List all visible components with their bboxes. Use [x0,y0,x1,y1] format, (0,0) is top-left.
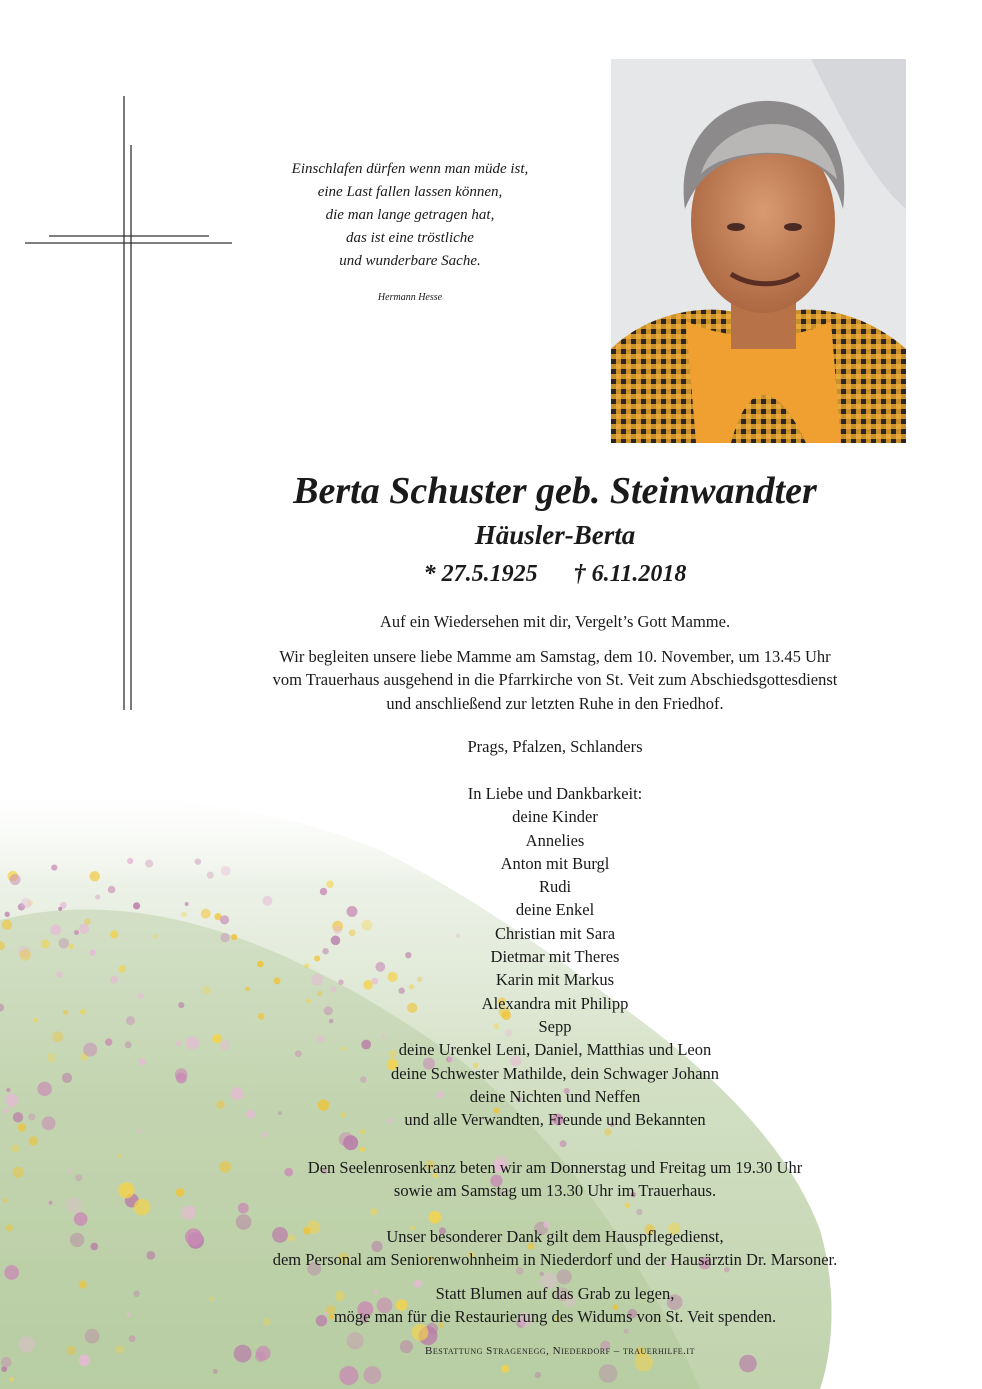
meadow-flower [37,1082,52,1097]
quote-line: das ist eine tröstliche [346,230,474,246]
meadow-flower [429,1211,442,1224]
mourner-entry: deine Schwester Mathilde, dein Schwager Johann [390,1063,720,1083]
mourner-entry: deine Nichten und Neffen [469,1086,641,1106]
places-line: Prags, Pfalzen, Schlanders [467,737,643,756]
donation-line: Statt Blumen auf das Grab zu legen, [435,1284,675,1303]
funeral-line: vom Trauerhaus ausgehend in die Pfarrkirche von St. Veit zum Abschiedsgottesdienst [272,670,838,690]
meadow-flower [360,1147,365,1152]
meadow-flower [110,976,118,984]
quote-line: eine Last fallen lassen können, [317,184,503,200]
meadow-flower [42,1116,56,1130]
meadow-flower [18,1123,26,1131]
meadow-flower [29,1136,38,1145]
rosary-line: Den Seelenrosenkranz beten wir am Donnerstag und Freitag um 19.30 Uhr [307,1158,803,1177]
meadow-flower [13,1167,24,1178]
meadow-flower [13,1112,23,1122]
meadow-flower [238,1203,249,1214]
meadow-flower [4,1265,19,1280]
meadow-flower [117,1154,122,1159]
meadow-flower [75,1174,82,1181]
meadow-flower [339,1366,358,1385]
meadow-flower [127,1313,131,1317]
meadow-flower [63,1010,68,1015]
mourners-list [140,782,970,1131]
meadow-flower [6,1088,10,1092]
funeral-home-footer: Bestattung Stragenegg, Niederdorf – trauerhilfe.it [425,1345,695,1357]
meadow-flower [125,1041,132,1048]
meadow-flower [79,1281,87,1289]
portrait-photo [611,59,906,443]
mourner-entry: Anton mit Burgl [500,853,610,873]
meadow-flower [9,1377,13,1381]
meadow-flower [80,1009,85,1014]
meadow-flower [12,1145,20,1153]
meadow-flower [560,1140,567,1147]
meadow-flower [5,912,10,917]
meadow-flower [89,949,95,955]
thanks-line: Unser besonderer Dank gilt dem Hauspflegedienst, [386,1227,724,1246]
meadow-flower [624,1329,629,1334]
meadow-flower [41,940,50,949]
donation-request [140,1282,970,1329]
meadow-flower [129,1335,136,1342]
meadow-flower [51,865,57,871]
meadow-flower [110,930,118,938]
meadow-flower [116,1345,125,1354]
funeral-announcement [140,645,970,715]
mourner-entry: Sepp [538,1016,572,1036]
meadow-flower [67,1346,76,1355]
mourner-entry: Rudi [538,877,572,897]
meadow-flower [58,938,69,949]
meadow-flower [127,858,133,864]
meadow-flower [105,1038,112,1045]
quote-line: und wunderbare Sache. [339,253,481,269]
meadow-flower [256,1346,271,1361]
meadow-flower [501,1365,509,1373]
quote-line: die man lange getragen hat, [325,207,495,223]
meadow-flower [108,886,116,894]
meadow-flower [62,1073,72,1083]
memorial-quote [250,158,570,273]
meadow-flower [599,1364,618,1383]
meadow-flower [343,1135,358,1150]
meadow-flower [70,1233,84,1247]
meadow-flower [66,1197,82,1213]
mourners-heading: In Liebe und Dankbarkeit: [467,784,643,803]
mourner-entry: deine Kinder [512,807,598,827]
meadow-flower [58,907,62,911]
meadow-flower [133,1291,139,1297]
meadow-flower [79,924,89,934]
meadow-flower [50,924,61,935]
meadow-flower [21,898,32,909]
meadow-flower [370,1208,377,1215]
meadow-flower [262,1132,267,1137]
meadow-flower [18,1336,35,1353]
meadow-flower [33,1018,38,1023]
mourner-entry: deine Enkel [515,900,595,920]
meadow-flower [6,1224,13,1231]
farewell-line: Auf ein Wiedersehen mit dir, Vergelt’s Gott Mamme. [379,612,731,631]
meadow-flower [79,1355,91,1367]
meadow-flower [10,874,21,885]
meadow-flower [739,1355,757,1373]
deceased-name: Berta Schuster geb. Steinwandter [293,470,817,512]
meadow-flower [234,1345,252,1363]
donation-line: möge man für die Restaurierung des Widums von St. Veit spenden. [333,1307,777,1327]
deceased-nickname: Häusler-Berta [474,520,636,550]
quote-line: Einschlafen dürfen wenn man müde ist, [291,161,529,177]
meadow-flower [1,1357,12,1368]
funeral-line: und anschließend zur letzten Ruhe in den Friedhof. [386,693,724,713]
meadow-flower [20,949,31,960]
meadow-flower [535,1372,541,1378]
meadow-flower [625,1203,630,1208]
quote-author: Hermann Hesse [377,292,443,303]
rosary-info [140,1156,970,1203]
rosary-line: sowie am Samstag um 13.30 Uhr im Trauerhaus. [393,1181,717,1201]
thanks-note [140,1225,970,1272]
meadow-flower [3,1108,9,1114]
meadow-flower [2,920,12,930]
mourner-entry: Annelies [525,830,585,850]
mourner-entry: Dietmar mit Theres [490,947,620,967]
meadow-flower [213,1369,218,1374]
meadow-flower [126,1016,135,1025]
meadow-flower [636,1209,642,1215]
mourner-entry: Christian mit Sara [494,923,616,943]
meadow-flower [67,1169,72,1174]
meadow-flower [52,1031,63,1042]
meadow-flower [56,971,62,977]
meadow-flower [364,1366,382,1384]
meadow-flower [74,1212,88,1226]
meadow-flower [181,1206,195,1220]
funeral-line: Wir begleiten unsere liebe Mamme am Samstag, dem 10. November, um 13.45 Uhr [279,647,831,666]
meadow-flower [47,1053,56,1062]
meadow-flower [119,965,127,973]
meadow-flower [3,1198,7,1202]
meadow-flower [49,1201,53,1205]
life-dates: * 27.5.1925 † 6.11.2018 [423,561,687,587]
mourner-entry: Karin mit Markus [495,970,615,990]
meadow-flower [85,1329,100,1344]
meadow-flower [28,1113,35,1120]
mourner-entry: deine Urenkel Leni, Daniel, Matthias und Leon [398,1040,712,1060]
meadow-flower [74,930,79,935]
meadow-flower [95,894,100,899]
meadow-flower [90,871,100,881]
meadow-flower [83,1043,97,1057]
thanks-line: dem Personal am Seniorenwohnheim in Niederdorf und der Hausärztin Dr. Marsoner. [272,1250,838,1270]
meadow-flower [69,944,74,949]
meadow-flower [540,1272,545,1277]
meadow-flower [118,1182,134,1198]
meadow-flower [5,1094,18,1107]
mourner-entry: Alexandra mit Philipp [481,993,629,1013]
mourner-entry: und alle Verwandten, Freunde und Bekannten [404,1110,706,1130]
meadow-flower [91,1243,99,1251]
